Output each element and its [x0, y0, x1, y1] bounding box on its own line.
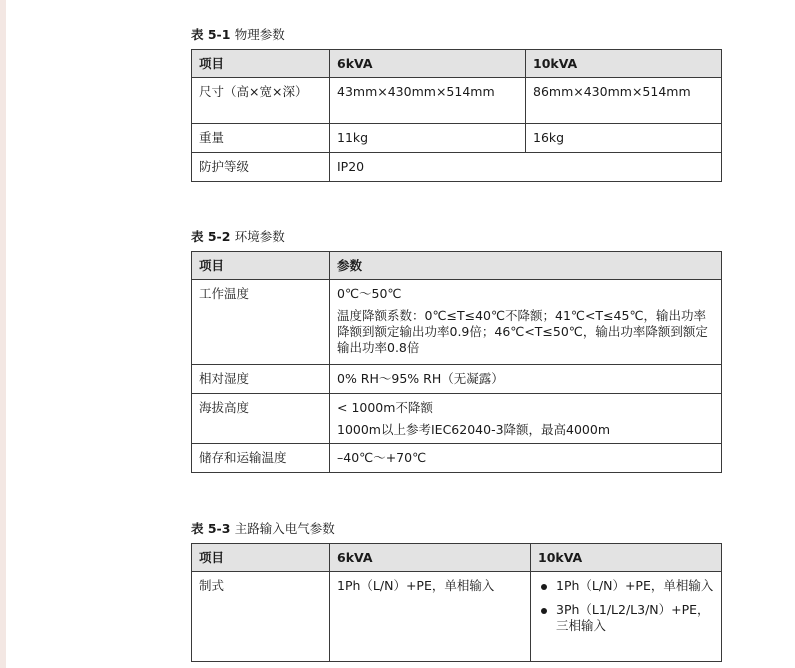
- cell-item: 尺寸（高×宽×深）: [192, 78, 330, 124]
- header-10kva: 10kVA: [526, 50, 722, 78]
- header-6kva: 6kVA: [330, 544, 531, 572]
- header-params: 参数: [330, 252, 722, 280]
- table-header-row: [192, 252, 722, 280]
- cell-6kva: 11kg: [330, 124, 526, 153]
- table-row: [192, 365, 722, 394]
- page-margin-stripe: [0, 0, 6, 668]
- table3-caption-title: 主路输入电气参数: [234, 521, 335, 536]
- header-6kva: 6kVA: [330, 50, 526, 78]
- table-header-row: [192, 544, 722, 572]
- cell-10kva: 86mm×430mm×514mm: [526, 78, 722, 124]
- param-line: 0% RH～95% RH（无凝露）: [337, 371, 504, 386]
- cell-item: 重量: [192, 124, 330, 153]
- param-line: < 1000m不降额: [337, 400, 433, 415]
- bullet-list: [538, 578, 714, 634]
- cell-6kva: 1Ph（L/N）+PE，单相输入: [330, 572, 531, 662]
- cell-6kva: 43mm×430mm×514mm: [330, 78, 526, 124]
- table3-caption: [191, 521, 335, 537]
- list-item: 1Ph（L/N）+PE，单相输入: [538, 578, 714, 594]
- table2-caption-title: 环境参数: [234, 229, 285, 244]
- table-row: [192, 394, 722, 444]
- cell-item: 制式: [192, 572, 330, 662]
- table-row: [192, 153, 722, 182]
- table2-caption: [191, 229, 285, 245]
- table-row: [192, 78, 722, 124]
- cell-params: [330, 394, 722, 444]
- cell-item: 防护等级: [192, 153, 330, 182]
- cell-params: [330, 444, 722, 473]
- table3-caption-number: 表 5-3: [191, 521, 231, 536]
- cell-item: 相对湿度: [192, 365, 330, 394]
- table-row: [192, 280, 722, 365]
- header-10kva: 10kVA: [531, 544, 722, 572]
- cell-params: [330, 365, 722, 394]
- table-row: [192, 572, 722, 662]
- physical-params-table: [191, 49, 722, 182]
- cell-params: [330, 280, 722, 365]
- table-row: [192, 444, 722, 473]
- environment-params-table: [191, 251, 722, 473]
- mains-input-params-table: [191, 543, 722, 662]
- param-line: –40℃～+70℃: [337, 450, 427, 465]
- cell-item: 海拔高度: [192, 394, 330, 444]
- cell-10kva: [531, 572, 722, 662]
- table-row: [192, 124, 722, 153]
- cell-item: 工作温度: [192, 280, 330, 365]
- header-item: 项目: [192, 50, 330, 78]
- table1-caption-number: 表 5-1: [191, 27, 231, 42]
- table2-caption-number: 表 5-2: [191, 229, 231, 244]
- header-item: 项目: [192, 544, 330, 572]
- list-item: 3Ph（L1/L2/L3/N）+PE，三相输入: [538, 602, 714, 634]
- param-line: 温度降额系数：0℃≤T≤40℃不降额；41℃<T≤45℃，输出功率降额到额定输出功率0.9倍；46℃<T≤50℃，输出功率降额到额定输出功率0.8倍: [337, 308, 708, 355]
- param-line: 1000m以上参考IEC62040-3降额，最高4000m: [337, 422, 611, 437]
- table1-caption: [191, 27, 285, 43]
- cell-value-merged: IP20: [330, 153, 722, 182]
- table1-caption-title: 物理参数: [234, 27, 285, 42]
- cell-item: 储存和运输温度: [192, 444, 330, 473]
- cell-10kva: 16kg: [526, 124, 722, 153]
- header-item: 项目: [192, 252, 330, 280]
- table-header-row: [192, 50, 722, 78]
- param-line: 0℃～50℃: [337, 286, 402, 301]
